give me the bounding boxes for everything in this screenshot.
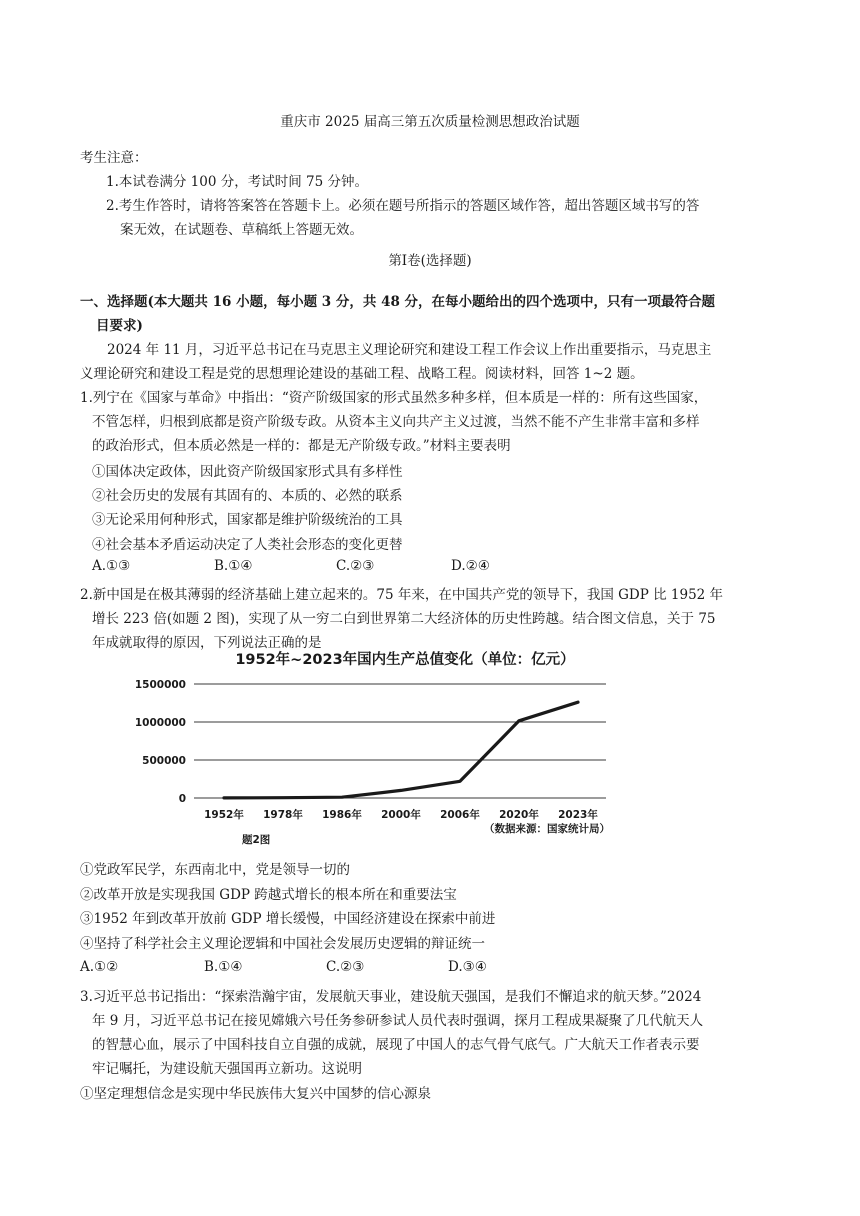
q1-option-a: A.①③ (92, 558, 131, 574)
q3-stem-line-2: 年 9 月，习近平总书记在接见嫦娥六号任务参研参试人员代表时强调，探月工程成果凝聚了几代航天人 (92, 1013, 704, 1029)
q3-stem-line-1: 3.习近平总书记指出：“探索浩瀚宇宙，发展航天事业，建设航天强国，是我们不懈追求的航天梦。”2024 (80, 989, 702, 1005)
material-line-2: 义理论研究和建设工程是党的思想理论建设的基础工程、战略工程。阅读材料，回答 1~2 题。 (80, 366, 644, 382)
q2-stem-line-2: 增长 223 倍(如题 2 图)，实现了从一穷二白到世界第二大经济体的历史性跨越。结合图文信息，关于 75 (92, 611, 716, 627)
x-tick-label-0: 1952年 (204, 809, 244, 821)
q1-stem-line-1: 1.列宁在《国家与革命》中指出：“资产阶级国家的形式虽然多种多样，但本质是一样的：所有这些国家， (80, 390, 708, 406)
q2-stem-line-1: 2.新中国是在极其薄弱的经济基础上建立起来的。75 年来，在中国共产党的领导下，我国 GDP 比 1952 年 (80, 587, 724, 603)
q2-statement-4: ④坚持了科学社会主义理论逻辑和中国社会发展历史逻辑的辩证统一 (80, 936, 485, 952)
q3-stem-line-4: 牢记嘱托，为建设航天强国再立新功。这说明 (92, 1061, 362, 1077)
q1-statement-2: ②社会历史的发展有其固有的、本质的、必然的联系 (92, 488, 403, 504)
q2-option-c: C.②③ (326, 959, 365, 975)
q1-statement-1: ①国体决定政体，因此资产阶级国家形式具有多样性 (92, 464, 403, 480)
q2-statement-1: ①党政军民学，东西南北中，党是领导一切的 (80, 862, 350, 878)
chart-gridlines (194, 684, 606, 798)
x-tick-label-5: 2020年 (499, 809, 539, 821)
q3-statement-1: ①坚定理想信念是实现中华民族伟大复兴中国梦的信心源泉 (80, 1086, 431, 1102)
x-tick-label-3: 2000年 (381, 809, 421, 821)
chart-x-tick-labels (204, 808, 598, 821)
x-tick-label-2: 1986年 (322, 809, 362, 821)
q1-statement-4: ④社会基本矛盾运动决定了人类社会形态的变化更替 (92, 537, 403, 553)
q1-stem-line-2: 不管怎样，归根到底都是资产阶级专政。从资本主义向共产主义过渡，当然不能不产生非常丰富和多样 (92, 414, 700, 430)
notice-heading: 考生注意： (80, 150, 148, 166)
q1-option-b: B.①④ (214, 558, 253, 574)
chart-caption: 题2图 (242, 834, 271, 846)
q2-statement-2: ②改革开放是实现我国 GDP 跨越式增长的根本所在和重要法宝 (80, 887, 457, 903)
notice-item-2-line-1: 2.考生作答时，请将答案答在答题卡上。必须在题号所指示的答题区域作答，超出答题区域书写的答 (106, 198, 700, 214)
q2-option-b: B.①④ (204, 959, 243, 975)
material-line-1: 2024 年 11 月，习近平总书记在马克思主义理论研究和建设工程工作会议上作出重要指示，马克思主 (107, 342, 712, 358)
gdp-series-line (224, 702, 578, 798)
q1-option-d: D.②④ (451, 558, 490, 574)
y-tick-label-2: 1000000 (134, 717, 186, 729)
notice-item-2-line-2: 案无效，在试题卷、草稿纸上答题无效。 (120, 222, 363, 238)
q3-stem-line-3: 的智慧心血，展示了中国科技自立自强的成就，展现了中国人的志气骨气底气。广大航天工作者表示要 (92, 1037, 700, 1053)
q2-stem-line-3: 年成就取得的原因，下列说法正确的是 (92, 635, 322, 651)
chart-source: （数据来源：国家统计局） (484, 823, 610, 835)
part1-heading-line-2: 目要求) (96, 318, 143, 334)
notice-item-1: 1.本试卷满分 100 分，考试时间 75 分钟。 (106, 174, 368, 190)
gdp-line-chart (120, 646, 620, 846)
chart-y-tick-labels (135, 679, 186, 805)
y-tick-label-0: 0 (178, 793, 186, 805)
x-tick-label-6: 2023年 (558, 809, 598, 821)
q2-statement-3: ③1952 年到改革开放前 GDP 增长缓慢，中国经济建设在探索中前进 (80, 911, 496, 927)
q1-statement-3: ③无论采用何种形式，国家都是维护阶级统治的工具 (92, 512, 403, 528)
section-title: 第Ⅰ卷(选择题) (388, 253, 472, 269)
y-tick-label-3: 1500000 (134, 679, 186, 691)
y-tick-label-1: 500000 (142, 755, 186, 767)
q2-option-a: A.①② (80, 959, 119, 975)
x-tick-label-1: 1978年 (263, 809, 303, 821)
q2-option-d: D.③④ (448, 959, 487, 975)
exam-title: 重庆市 2025 届高三第五次质量检测思想政治试题 (280, 114, 580, 130)
q1-stem-line-3: 的政治形式，但本质必然是一样的：都是无产阶级专政。”材料主要表明 (92, 438, 511, 454)
part1-heading-line-1: 一、选择题(本大题共 16 小题，每小题 3 分，共 48 分，在每小题给出的四个选项中，只有一项最符合题 (80, 294, 716, 310)
x-tick-label-4: 2006年 (440, 809, 480, 821)
q1-option-c: C.②③ (336, 558, 375, 574)
chart-title: 1952年~2023年国内生产总值变化（单位：亿元） (235, 652, 575, 668)
